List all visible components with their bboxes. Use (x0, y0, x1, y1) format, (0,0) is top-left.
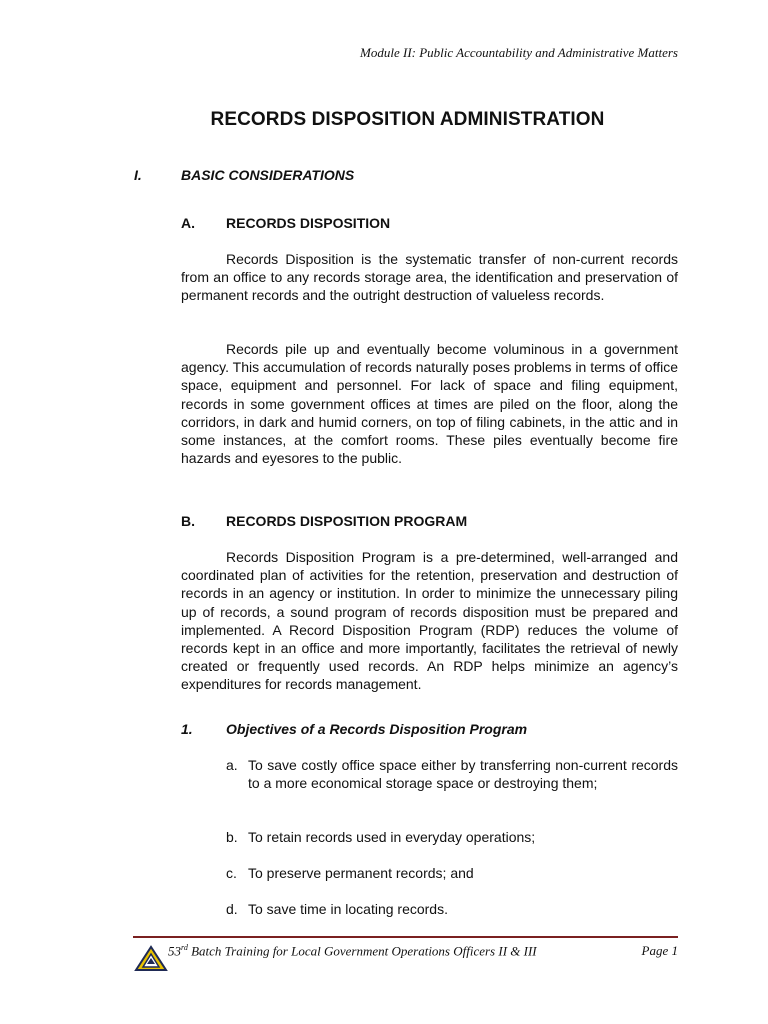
page-title: RECORDS DISPOSITION ADMINISTRATION (210, 109, 605, 130)
list-item-marker: a. (226, 757, 238, 773)
subsection-b-title: RECORDS DISPOSITION PROGRAM (226, 513, 468, 529)
records-disposition-program-paragraph: Records Disposition Program is a pre-determined, well-arranged and coordinated plan of activities for the retention, preservation and destruction of records in an agency or institution. In order to minimize the unnecessary piling up of records, a sound program of records disposition must be prepared and implemented. A Record Disposition Program (RDP) reduces the volume of records kept in an office and more importantly, facilitates the retrieval of newly created or frequently used records. An RDP helps minimize an agency’s expenditures for records management. (181, 549, 678, 693)
footer-batch-suffix: rd (181, 943, 188, 952)
list-item (226, 828, 678, 846)
records-disposition-paragraph-2: Records pile up and eventually become voluminous in a government agency. This accumulation of records naturally poses problems in terms of office space, equipment and personnel. For lack of space and filing equipment, records in some government offices at times are piled on the floor, along the corridors, in dark and humid corners, on top of filing cabinets, in the attic and in some instances, at the comfort rooms. These piles eventually become fire hazards and eyesores to the public. (181, 341, 678, 467)
triangle-logo-icon (134, 945, 168, 971)
list-item-marker: d. (226, 901, 238, 917)
subsection-a-title: RECORDS DISPOSITION (226, 215, 391, 231)
list-item (226, 756, 678, 792)
list-item-text: To save time in locating records. (248, 901, 448, 917)
list-item-text: To retain records used in everyday operations; (248, 829, 536, 845)
list-item (226, 864, 678, 882)
footer-divider (133, 936, 678, 938)
section-number: I. (134, 167, 142, 183)
list-item (226, 900, 678, 918)
page-number: Page 1 (641, 943, 678, 958)
footer-training-title (168, 943, 537, 959)
objectives-number: 1. (181, 721, 193, 737)
list-item-text: To save costly office space either by transferring non-current records to a more economical storage space or destroying them; (248, 757, 678, 792)
list-item-text: To preserve permanent records; and (248, 865, 474, 881)
records-disposition-paragraph-1: Records Disposition is the systematic transfer of non-current records from an office to any records storage area, the identification and preservation of permanent records and the outright destruction of valueless records. (181, 251, 678, 304)
subsection-a-letter: A. (181, 215, 195, 231)
objectives-title: Objectives of a Records Disposition Program (226, 721, 528, 737)
list-item-marker: c. (226, 865, 237, 881)
footer-batch-number: 53 (168, 943, 181, 959)
section-title: BASIC CONSIDERATIONS (181, 167, 355, 183)
subsection-b-letter: B. (181, 513, 195, 529)
list-item-marker: b. (226, 829, 238, 845)
running-head: Module II: Public Accountability and Administrative Matters (360, 45, 678, 60)
footer-batch-text: Batch Training for Local Government Operations Officers II & III (187, 943, 537, 959)
